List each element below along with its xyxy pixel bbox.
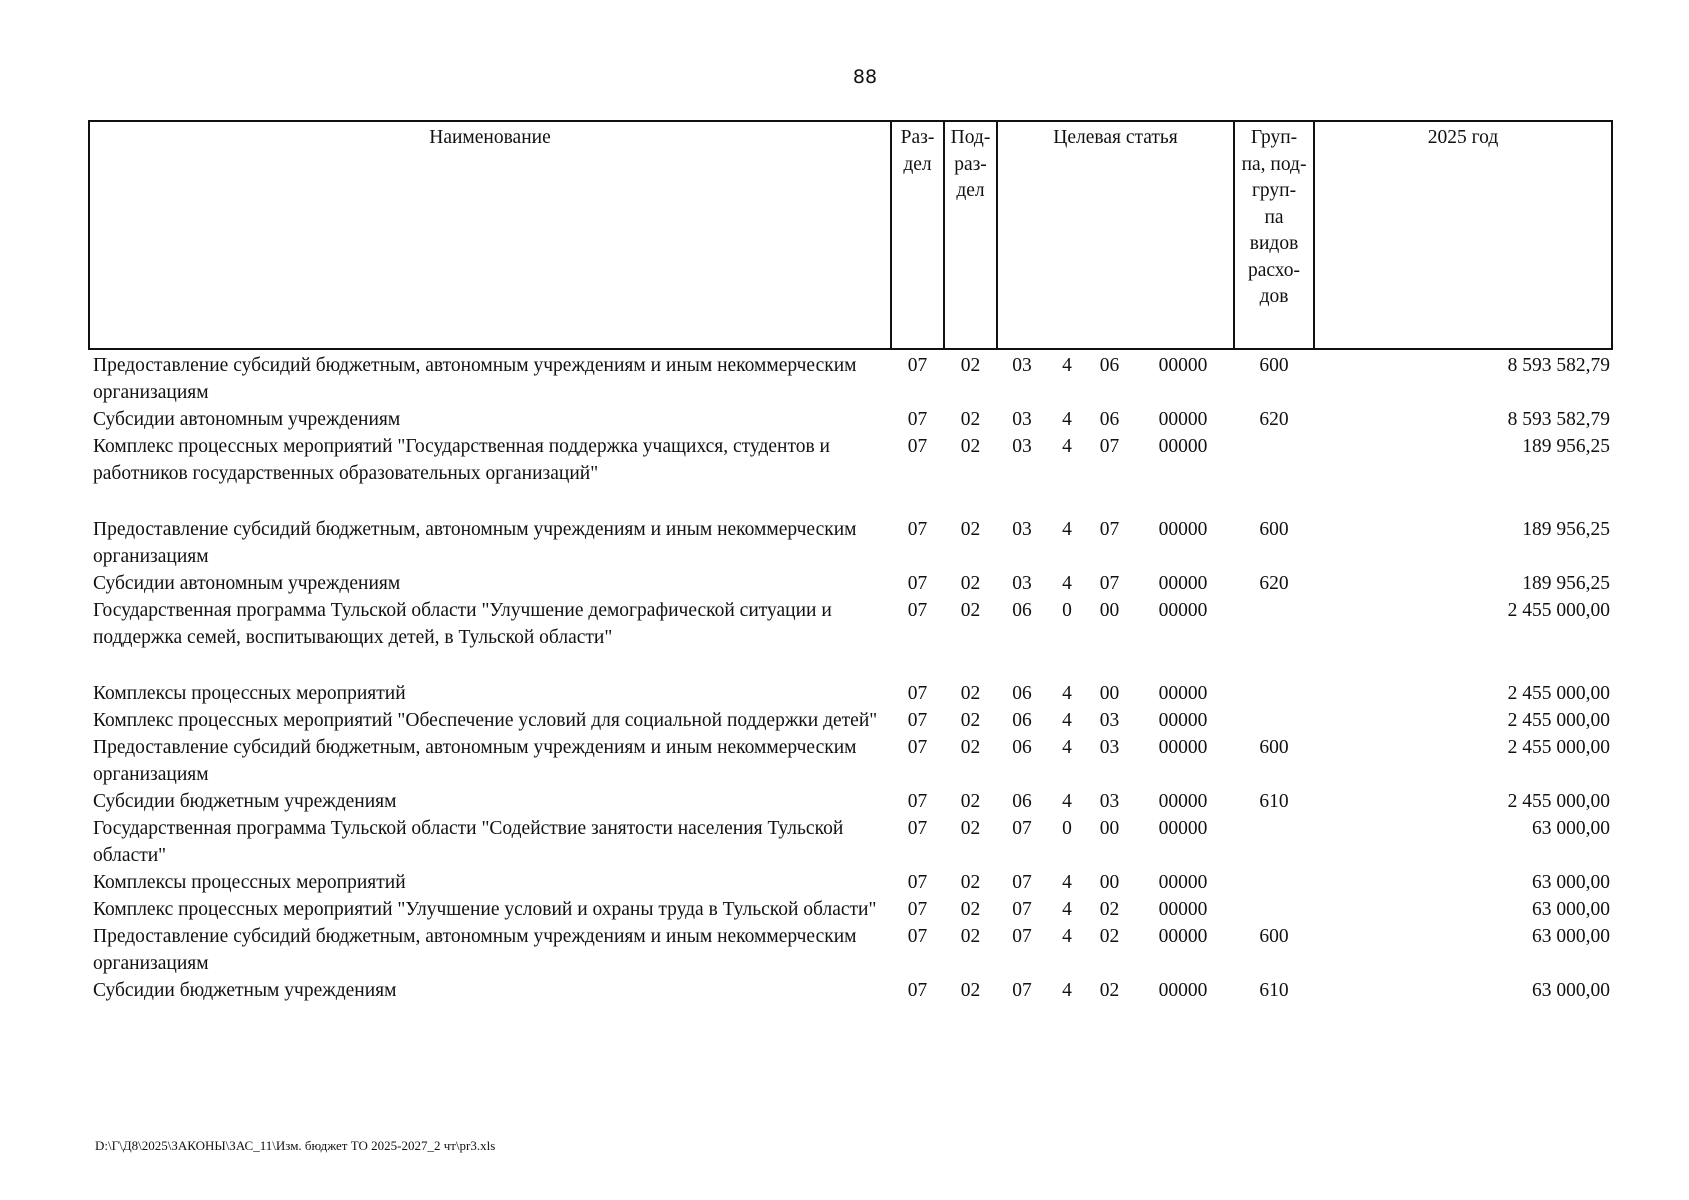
row-expense-group [1234,597,1314,680]
row-target-subprogram: 06 [1099,355,1120,376]
row-expense-group: 600 [1259,737,1289,758]
row-target-direction: 00000 [1158,737,1208,758]
row-name: Комплекс процессных мероприятий "Государственная поддержка учащихся, студентов и работников государственных образовательных организаций" [93,436,830,484]
row-target-type: 4 [1062,436,1072,457]
row-podrazdel: 02 [960,791,981,812]
row-podrazdel: 02 [960,436,981,457]
header-target: Целевая статья [997,121,1234,349]
row-target-direction: 00000 [1158,818,1208,839]
row-target-type: 4 [1062,409,1072,430]
row-target-program: 07 [1012,899,1032,920]
row-podrazdel: 02 [960,818,981,839]
table-row [89,680,1612,707]
row-podrazdel: 02 [960,872,981,893]
row-podrazdel: 02 [960,926,981,947]
row-podrazdel: 02 [960,710,981,731]
row-name: Государственная программа Тульской области "Улучшение демографической ситуации и поддержка семей, воспитывающих детей, в Тульской области" [93,600,832,648]
row-target-subprogram: 02 [1099,899,1120,920]
row-podrazdel: 02 [960,355,981,376]
row-target-program: 07 [1012,818,1032,839]
row-name: Предоставление субсидий бюджетным, автономным учреждениям и иным некоммерческим организациям [93,737,857,785]
row-razdel: 07 [907,436,928,457]
header-podrazdel: Под- раз- дел [944,121,997,349]
row-expense-group [1234,896,1314,923]
table-row [89,977,1612,1004]
row-target-subprogram: 02 [1099,926,1120,947]
row-amount: 63 000,00 [1532,926,1611,947]
row-target-type: 4 [1062,573,1072,594]
row-target-type: 4 [1062,899,1072,920]
row-target-type: 0 [1062,600,1072,621]
row-target-subprogram: 00 [1099,872,1120,893]
row-target-type: 4 [1062,926,1072,947]
budget-table [88,120,1613,1004]
row-target-program: 03 [1012,519,1032,540]
row-target-direction: 00000 [1158,409,1208,430]
row-amount: 63 000,00 [1532,818,1611,839]
row-name: Комплексы процессных мероприятий [93,872,406,893]
row-target-program: 03 [1012,436,1032,457]
row-target-program: 06 [1012,791,1032,812]
row-expense-group [1234,680,1314,707]
row-target-subprogram: 00 [1099,683,1120,704]
row-amount: 189 956,25 [1522,573,1611,594]
row-target-subprogram: 00 [1099,600,1120,621]
row-target-subprogram: 03 [1099,737,1120,758]
header-year: 2025 год [1314,121,1612,349]
row-target-subprogram: 03 [1099,710,1120,731]
row-razdel: 07 [907,926,928,947]
row-name: Предоставление субсидий бюджетным, автономным учреждениям и иным некоммерческим организациям [93,519,857,567]
table-body [89,349,1612,1004]
row-amount: 2 455 000,00 [1507,683,1611,704]
row-name: Комплекс процессных мероприятий "Улучшение условий и охраны труда в Тульской области" [93,899,877,920]
row-target-program: 06 [1012,600,1032,621]
row-amount: 189 956,25 [1522,519,1611,540]
row-target-direction: 00000 [1158,872,1208,893]
table-row [89,815,1612,869]
row-target-direction: 00000 [1158,600,1208,621]
row-target-subprogram: 07 [1099,573,1120,594]
row-amount: 8 593 582,79 [1507,355,1611,376]
row-target-direction: 00000 [1158,519,1208,540]
row-podrazdel: 02 [960,600,981,621]
row-amount: 8 593 582,79 [1507,409,1611,430]
row-target-type: 4 [1062,737,1072,758]
row-target-subprogram: 03 [1099,791,1120,812]
row-name: Государственная программа Тульской области "Содействие занятости населения Тульской области" [93,818,844,866]
table-row [89,516,1612,570]
row-name: Субсидии бюджетным учреждениям [93,791,397,812]
row-expense-group: 600 [1259,926,1289,947]
table-row [89,570,1612,597]
row-razdel: 07 [907,872,928,893]
row-target-direction: 00000 [1158,683,1208,704]
row-razdel: 07 [907,519,928,540]
row-razdel: 07 [907,600,928,621]
row-name: Предоставление субсидий бюджетным, автономным учреждениям и иным некоммерческим организациям [93,926,857,974]
row-amount: 2 455 000,00 [1507,600,1611,621]
table-row [89,707,1612,734]
row-razdel: 07 [907,899,928,920]
row-name: Комплекс процессных мероприятий "Обеспечение условий для социальной поддержки детей" [93,710,878,731]
row-name: Субсидии бюджетным учреждениям [93,980,397,1001]
header-name: Наименование [89,121,891,349]
row-podrazdel: 02 [960,519,981,540]
row-amount: 2 455 000,00 [1507,737,1611,758]
row-target-program: 07 [1012,872,1032,893]
row-target-direction: 00000 [1158,791,1208,812]
row-target-program: 03 [1012,573,1032,594]
row-target-type: 4 [1062,355,1072,376]
row-target-type: 0 [1062,818,1072,839]
row-razdel: 07 [907,683,928,704]
table-row [89,869,1612,896]
footer-file-path: D:\Г\Д8\2025\ЗАКОНЫ\ЗАС_11\Изм. бюджет ТО 2025-2027_2 чт\pr3.xls [95,1138,496,1153]
row-razdel: 07 [907,980,928,1001]
row-expense-group [1234,815,1314,869]
page-number: 88 [852,66,878,88]
row-target-type: 4 [1062,872,1072,893]
row-target-type: 4 [1062,791,1072,812]
row-podrazdel: 02 [960,573,981,594]
row-razdel: 07 [907,409,928,430]
row-expense-group [1234,869,1314,896]
table-row [89,597,1612,680]
row-name: Предоставление субсидий бюджетным, автономным учреждениям и иным некоммерческим организациям [93,355,857,403]
row-podrazdel: 02 [960,980,981,1001]
row-expense-group: 600 [1259,355,1289,376]
header-razdel: Раз- дел [891,121,944,349]
row-target-type: 4 [1062,980,1072,1001]
row-amount: 63 000,00 [1532,980,1611,1001]
row-target-program: 07 [1012,926,1032,947]
table-row [89,406,1612,433]
row-target-direction: 00000 [1158,355,1208,376]
row-target-program: 07 [1012,980,1032,1001]
row-target-program: 06 [1012,737,1032,758]
row-expense-group: 610 [1259,980,1289,1001]
row-expense-group: 620 [1259,409,1289,430]
row-expense-group [1234,433,1314,516]
row-expense-group: 600 [1259,519,1289,540]
row-name: Субсидии автономным учреждениям [93,409,401,430]
row-amount: 63 000,00 [1532,899,1611,920]
row-podrazdel: 02 [960,899,981,920]
row-target-direction: 00000 [1158,926,1208,947]
row-podrazdel: 02 [960,683,981,704]
row-target-program: 03 [1012,409,1032,430]
table-header [89,121,1612,349]
row-target-subprogram: 06 [1099,409,1120,430]
row-amount: 189 956,25 [1522,436,1611,457]
row-razdel: 07 [907,818,928,839]
row-target-subprogram: 00 [1099,818,1120,839]
table-row [89,896,1612,923]
row-razdel: 07 [907,573,928,594]
row-expense-group [1234,707,1314,734]
row-target-subprogram: 02 [1099,980,1120,1001]
row-razdel: 07 [907,710,928,731]
row-podrazdel: 02 [960,409,981,430]
row-target-direction: 00000 [1158,710,1208,731]
row-target-program: 06 [1012,710,1032,731]
row-target-type: 4 [1062,710,1072,731]
row-expense-group: 610 [1259,791,1289,812]
row-target-type: 4 [1062,683,1072,704]
row-razdel: 07 [907,355,928,376]
table-row [89,734,1612,788]
row-target-subprogram: 07 [1099,519,1120,540]
header-group: Груп- па, под- груп- па видов расхо- дов [1234,121,1314,349]
row-expense-group: 620 [1259,573,1289,594]
row-razdel: 07 [907,791,928,812]
row-name: Субсидии автономным учреждениям [93,573,401,594]
table-row [89,349,1612,406]
row-target-type: 4 [1062,519,1072,540]
row-target-program: 03 [1012,355,1032,376]
table-row [89,433,1612,516]
row-amount: 63 000,00 [1532,872,1611,893]
row-target-direction: 00000 [1158,436,1208,457]
row-podrazdel: 02 [960,737,981,758]
row-target-direction: 00000 [1158,980,1208,1001]
row-target-direction: 00000 [1158,573,1208,594]
row-amount: 2 455 000,00 [1507,710,1611,731]
row-name: Комплексы процессных мероприятий [93,683,406,704]
row-target-direction: 00000 [1158,899,1208,920]
table-row [89,788,1612,815]
row-amount: 2 455 000,00 [1507,791,1611,812]
row-target-program: 06 [1012,683,1032,704]
row-target-subprogram: 07 [1099,436,1120,457]
table-row [89,923,1612,977]
row-razdel: 07 [907,737,928,758]
